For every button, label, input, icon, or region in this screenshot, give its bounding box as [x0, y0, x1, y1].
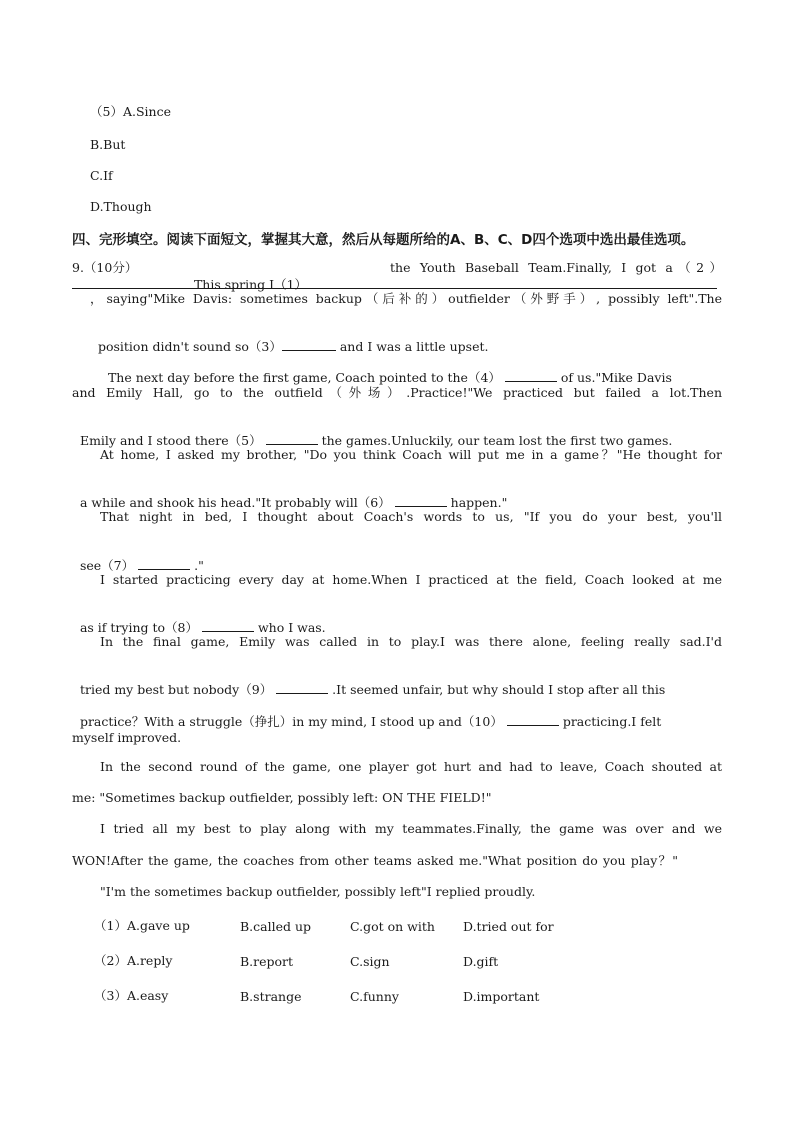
option-3-a: （3）A.easy — [94, 988, 169, 1003]
passage-text: see（7） — [79, 558, 135, 573]
passage-text: .It seemed unfair, but why should I stop after all this — [332, 682, 666, 697]
passage-text: happen." — [450, 495, 508, 510]
option-1-d: D.tried out for — [463, 919, 554, 934]
passage-text: practicing.I felt — [562, 714, 662, 729]
passage-text: a while and shook his head."It probably will（6） — [79, 495, 391, 510]
passage-line: myself improved. — [72, 730, 182, 745]
option-3-c: C.funny — [350, 989, 399, 1004]
passage-line — [72, 478, 507, 511]
passage-line: That night in bed, I thought about Coach's words to us, "If you do your best, you'll — [100, 509, 722, 524]
passage-line — [72, 697, 661, 730]
passage-line — [72, 665, 665, 698]
passage-line — [90, 322, 488, 355]
passage-line — [72, 603, 326, 636]
passage-text: position didn't sound so（3） — [97, 339, 282, 354]
passage-line: I started practicing every day at home.When I practiced at the field, Coach looked at me — [100, 572, 722, 587]
passage-text: This spring I（1） — [193, 277, 308, 292]
passage-line: WON!After the game, the coaches from other teams asked me."What position do you play？" — [72, 853, 678, 868]
passage-line: In the final game, Emily was called in to play.I was there alone, feeling really sad.I'd — [100, 634, 722, 649]
passage-text: tried my best but nobody（9） — [79, 682, 273, 697]
prev-option-c: C.If — [90, 168, 113, 183]
answer-blank-9 — [276, 681, 328, 694]
option-3-d: D.important — [463, 989, 540, 1004]
answer-blank-3 — [282, 338, 336, 351]
prev-option-a: （5）A.Since — [90, 104, 171, 119]
answer-blank-10 — [507, 713, 559, 726]
passage-text: ." — [194, 558, 204, 573]
option-2-b: B.report — [240, 954, 294, 969]
passage-line: ，saying"Mike Davis: sometimes backup（后补的）outfielder（外野手）, possibly left".The — [90, 291, 722, 306]
answer-blank-5 — [266, 432, 318, 445]
option-1-b: B.called up — [240, 919, 312, 934]
question-number: 9.（10分） — [72, 260, 138, 275]
passage-line: In the second round of the game, one player got hurt and had to leave, Coach shouted at — [100, 759, 722, 774]
passage-line — [72, 416, 672, 449]
passage-text: The next day before the first game, Coach pointed to the（4） — [107, 370, 501, 385]
passage-text: and I was a little upset. — [339, 339, 489, 354]
option-2-c: C.sign — [350, 954, 390, 969]
passage-text: as if trying to（8） — [79, 620, 198, 635]
answer-blank-6 — [395, 494, 447, 507]
prev-option-b: B.But — [90, 137, 126, 152]
passage-text: Emily and I stood there（5） — [79, 433, 262, 448]
passage-line: "I'm the sometimes backup outfielder, possibly left"I replied proudly. — [100, 884, 536, 899]
section-heading: 四、完形填空。阅读下面短文，掌握其大意，然后从每题所给的A、B、C、D四个选项中选出最佳选项。 — [72, 232, 695, 248]
option-2-d: D.gift — [463, 954, 499, 969]
answer-blank-8 — [202, 619, 254, 632]
passage-line: me: "Sometimes backup outfielder, possibly left: ON THE FIELD!" — [72, 790, 492, 805]
answer-blank-4 — [505, 369, 557, 382]
passage-line: At home, I asked my brother, "Do you think Coach will put me in a game？"He thought for — [100, 447, 722, 462]
option-3-b: B.strange — [240, 989, 302, 1004]
option-1-c: C.got on with — [350, 919, 435, 934]
passage-line — [100, 353, 672, 386]
passage-line: the Youth Baseball Team.Finally, I got a（2） — [390, 260, 722, 275]
passage-text: practice？With a struggle（挣扎）in my mind, I stood up and（10） — [79, 714, 503, 729]
prev-option-d: D.Though — [90, 199, 152, 214]
option-1-a: （1）A.gave up — [94, 918, 190, 933]
passage-text: who I was. — [257, 620, 326, 635]
passage-text: of us."Mike Davis — [560, 370, 672, 385]
option-2-a: （2）A.reply — [94, 953, 173, 968]
passage-line: and Emily Hall, go to the outfield（外场）.Practice!"We practiced but failed a lot.Then — [72, 385, 722, 400]
passage-text: the games.Unluckily, our team lost the first two games. — [321, 433, 673, 448]
passage-line: I tried all my best to play along with my teammates.Finally, the game was over and we — [100, 821, 722, 836]
answer-blank-7 — [138, 557, 190, 570]
answer-blank-2 — [72, 276, 717, 289]
passage-line — [72, 541, 204, 574]
